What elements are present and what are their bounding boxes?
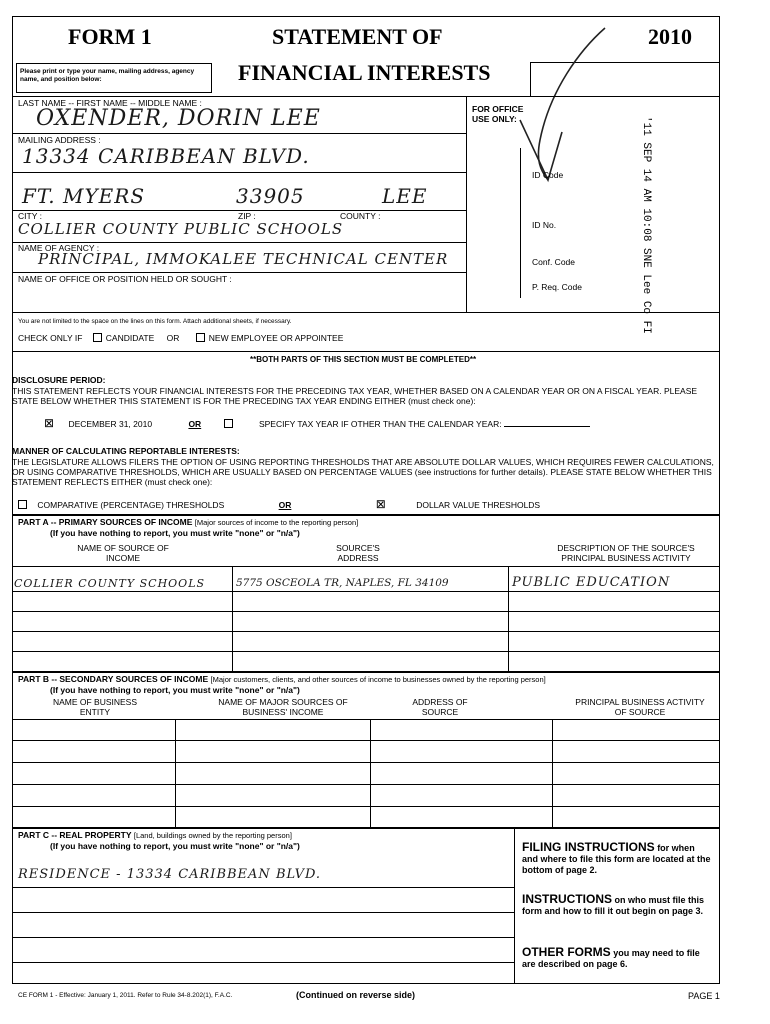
part-a-sub: (If you have nothing to report, you must write "none" or "n/a") [50,528,300,538]
other-forms-title: OTHER FORMS [522,945,611,959]
part-b-heading [18,674,546,685]
id-no-label: ID No. [532,220,557,230]
part-b-col-activity: PRINCIPAL BUSINESS ACTIVITY OF SOURCE [575,697,705,717]
part-b-col-entity: NAME OF BUSINESS ENTITY [52,697,138,717]
zip-value[interactable]: 33905 [236,184,305,208]
county-value[interactable]: LEE [382,184,428,208]
instructions-title: INSTRUCTIONS [522,892,612,906]
print-instruction: Please print or type your name, mailing address, agency name, and position below: [20,68,195,83]
specify-input[interactable] [504,418,590,427]
form-number: FORM 1 [68,24,152,49]
part-c-title: PART C -- REAL PROPERTY [18,830,132,840]
must-complete-note: **BOTH PARTS OF THIS SECTION MUST BE COMPLETED** [250,355,477,364]
name-value[interactable]: OXENDER, DORIN LEE [36,106,321,131]
not-limited-note: You are not limited to the space on the lines on this form. Attach additional sheets, if necessary. [18,318,292,325]
dollar-label: DOLLAR VALUE THRESHOLDS [416,500,541,510]
part-c-note: [Land, buildings owned by the reporting person] [133,831,292,840]
mailing-label: MAILING ADDRESS : [18,135,101,145]
filing-title: FILING INSTRUCTIONS [522,840,655,854]
specify-checkbox[interactable] [224,419,233,428]
conf-code-label: Conf. Code [532,257,575,267]
manner-heading: MANNER OF CALCULATING REPORTABLE INTERESTS: [12,446,240,456]
instructions-text: on who must file this form and how to fill it out begin on page 3. [522,895,705,916]
comparative-label: COMPARATIVE (PERCENTAGE) THRESHOLDS [37,500,225,510]
new-employee-checkbox[interactable] [196,333,205,342]
office-label: NAME OF OFFICE OR POSITION HELD OR SOUGHT : [18,274,232,284]
agency-label: NAME OF AGENCY : [18,243,100,253]
part-a-row1-address[interactable]: 5775 OSCEOLA TR, NAPLES, FL 34109 [236,577,449,589]
footer-form-ref: CE FORM 1 - Effective: January 1, 2011. Refer to Rule 34-8.202(1), F.A.C. [18,992,233,999]
filing-text: for when and where to file this form are located at the bottom of page 2. [522,843,711,875]
footer-continued: (Continued on reverse side) [296,990,416,1000]
mailing-value[interactable]: 13334 CARIBBEAN BLVD. [22,144,310,168]
part-a-col-address: SOURCE'S ADDRESS [336,543,380,563]
instructions-note [522,894,712,917]
form-year: 2010 [648,24,692,49]
part-a-heading [18,517,358,528]
other-forms-text: you may need to file are described on page 6. [522,948,700,969]
part-a-title: PART A -- PRIMARY SOURCES OF INCOME [18,517,193,527]
threshold-or: OR [278,500,292,510]
part-a-row1-activity[interactable]: PUBLIC EDUCATION [512,575,671,590]
part-c-row1[interactable]: RESIDENCE - 13334 CARIBBEAN BLVD. [18,867,322,882]
agency-value[interactable]: COLLIER COUNTY PUBLIC SCHOOLS [18,220,344,238]
id-code-label: ID Code [532,170,564,180]
comparative-checkbox[interactable] [18,500,27,509]
position-value[interactable]: PRINCIPAL, IMMOKALEE TECHNICAL CENTER [38,250,449,268]
part-b-col-address: ADDRESS OF SOURCE [412,697,468,717]
period-choice-row [44,418,720,429]
form-title-line2: FINANCIAL INTERESTS [238,60,491,85]
new-employee-label: NEW EMPLOYEE OR APPOINTEE [208,333,344,343]
period-or: OR [188,419,202,429]
zip-label: ZIP : [238,211,256,221]
specify-label: SPECIFY TAX YEAR IF OTHER THAN THE CALENDAR YEAR: [258,419,502,429]
part-b-title: PART B -- SECONDARY SOURCES OF INCOME [18,674,209,684]
office-use-label: FOR OFFICE USE ONLY: [472,104,524,124]
period-heading: DISCLOSURE PERIOD: [12,375,106,385]
part-a-row1-name[interactable]: COLLIER COUNTY SCHOOLS [14,577,206,590]
period-text: THIS STATEMENT REFLECTS YOUR FINANCIAL INTERESTS FOR THE PRECEDING TAX YEAR, WHETHER BASED ON A CALENDAR YEAR OR ON A FISCAL YEAR. PLEASE STATE BELOW WHETHER THIS STATEMENT IS FOR THE PRECEDING TAX YEAR ENDING EITHER (must check one): [12,386,698,406]
dec31-checkbox[interactable]: ⊠ [44,416,55,430]
p-req-code-label: P. Req. Code [532,282,582,292]
part-a-col-name: NAME OF SOURCE OF INCOME [77,543,169,563]
check-only-row [18,333,343,343]
manner-text: THE LEGISLATURE ALLOWS FILERS THE OPTION OF USING REPORTING THRESHOLDS THAT ARE ABSOLUTE DOLLAR VALUES, WHICH REQUIRES FEWER CALCULATIONS, OR USING COMPARATIVE THRESHOLDS, WHICH ARE USUALLY BASED ON PERCENTAGE VALUES (see instructions for further details). PLEASE STATE BELOW WHETHER THIS STATEMENT REFLECTS EITHER (must check one): [12,457,714,487]
candidate-label: CANDIDATE [105,333,155,343]
part-b-note: [Major customers, clients, and other sources of income to businesses owned by the reporting person] [210,675,546,684]
part-c-sub: (If you have nothing to report, you must write "none" or "n/a") [50,841,300,851]
part-b-sub: (If you have nothing to report, you must write "none" or "n/a") [50,685,300,695]
or-label: OR [166,333,180,343]
candidate-checkbox[interactable] [93,333,102,342]
name-label: LAST NAME -- FIRST NAME -- MIDDLE NAME : [18,98,202,108]
footer-page: PAGE 1 [688,991,720,1001]
part-c-heading [18,830,292,841]
city-value[interactable]: FT. MYERS [22,184,146,208]
part-a-note: [Major sources of income to the reporting person] [194,518,359,527]
city-label: CITY : [18,211,42,221]
received-stamp: '11 SEP 14 AM 10:08 SNE Lee Co FI [640,116,652,334]
filing-instructions [522,842,712,876]
check-only-label: CHECK ONLY IF [18,333,83,343]
dec31-label: DECEMBER 31, 2010 [68,419,153,429]
threshold-choice-row [18,499,718,510]
part-b-col-sources: NAME OF MAJOR SOURCES OF BUSINESS' INCOME [218,697,348,717]
part-a-col-activity: DESCRIPTION OF THE SOURCE'S PRINCIPAL BUSINESS ACTIVITY [557,543,695,563]
form-title-line1: STATEMENT OF [272,24,443,49]
other-forms-note [522,947,712,970]
county-label: COUNTY : [340,211,381,221]
dollar-checkbox[interactable]: ⊠ [375,497,386,511]
